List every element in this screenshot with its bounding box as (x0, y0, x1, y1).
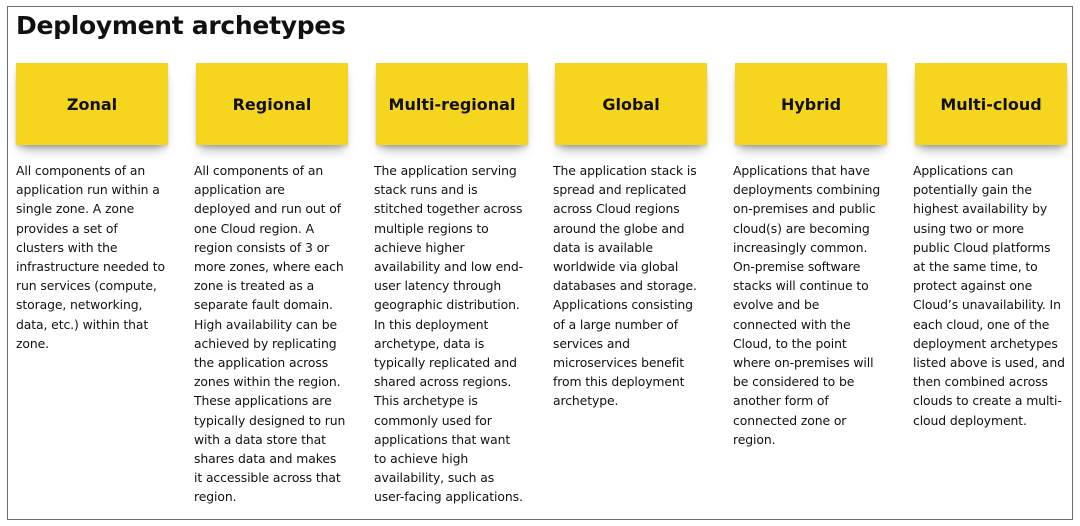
description-line: worldwide via global (553, 259, 679, 275)
description-line: application run within a (16, 182, 160, 198)
description-line: zones within the region. (194, 374, 341, 390)
description-line: storage, networking, (16, 297, 143, 313)
description-line: run services (compute, (16, 278, 157, 294)
description-line: multiple regions to (374, 220, 489, 236)
description-line: potentially gain the (913, 182, 1032, 198)
description-line: applications that want (374, 431, 511, 447)
description-line: at the same time, to (913, 259, 1038, 275)
description-line: provides a set of (16, 220, 118, 236)
description-line: from this deployment (553, 374, 685, 390)
archetype-name: Multi-cloud (940, 94, 1042, 114)
archetype-name: Regional (232, 94, 312, 114)
description-line: achieved by replicating (194, 335, 337, 351)
description-line: On-premise software (733, 259, 861, 275)
description-line: shared across regions. (374, 374, 512, 390)
archetype-description (553, 161, 713, 411)
sticky-note (196, 63, 348, 145)
description-line: be considered to be (733, 374, 855, 390)
archetype-description (913, 161, 1073, 430)
archetype-description (194, 161, 354, 507)
description-line: around the globe and (553, 220, 685, 236)
description-line: High availability can be (194, 316, 338, 332)
sticky-note (555, 63, 707, 145)
description-line: shares data and makes (194, 451, 337, 467)
description-line: where on-premises will (733, 355, 874, 371)
archetype-name: Hybrid (780, 94, 842, 114)
description-line: another form of (733, 393, 829, 409)
description-line: typically designed to run (194, 412, 346, 428)
description-line: cloud(s) are becoming (733, 220, 870, 236)
description-line: spread and replicated (553, 182, 687, 198)
description-line: These applications are (194, 393, 332, 409)
sticky-note (735, 63, 887, 145)
description-line: infrastructure needed to (16, 259, 165, 275)
description-line: All components of an (194, 163, 324, 178)
description-line: commonly used for (374, 412, 492, 428)
description-line: highest availability by (913, 201, 1048, 217)
description-line: cloud deployment. (913, 412, 1027, 428)
description-line: region consists of 3 or (194, 239, 330, 255)
description-line: connected zone or (733, 412, 847, 428)
description-line: stacks will continue to (733, 278, 869, 294)
description-line: The application stack is (553, 163, 697, 178)
description-line: it accessible across that (194, 470, 341, 486)
archetype-description (374, 161, 534, 507)
description-line: more zones, where each (194, 259, 344, 275)
description-line: The application serving (374, 163, 517, 178)
description-line: connected with the (733, 316, 851, 332)
description-line: data is available (553, 239, 653, 255)
description-line: each cloud, one of the (913, 316, 1050, 332)
description-line: user-facing applications. (374, 489, 523, 505)
description-line: increasingly common. (733, 239, 868, 255)
description-line: In this deployment (374, 316, 489, 332)
description-line: deployments combining (733, 182, 881, 198)
description-line: listed above is used, and (913, 355, 1065, 371)
description-line: databases and storage. (553, 278, 697, 294)
description-line: All components of an (16, 163, 146, 178)
description-line: availability, such as (374, 470, 495, 486)
description-line: typically replicated and (374, 355, 517, 371)
description-line: Applications can (913, 163, 1014, 178)
description-line: deployed and run out of (194, 201, 341, 217)
description-line: public Cloud platforms (913, 239, 1051, 255)
description-line: stack runs and is (374, 182, 478, 198)
description-line: clusters with the (16, 239, 118, 255)
archetype-name: Global (602, 94, 660, 114)
page-title: Deployment archetypes (16, 11, 346, 40)
sticky-note (376, 63, 528, 145)
description-line: one Cloud region. A (194, 220, 314, 236)
description-line: user latency through (374, 278, 502, 294)
description-line: This archetype is (374, 393, 478, 409)
archetype-description (733, 161, 893, 449)
description-line: on-premises and public (733, 201, 876, 217)
description-line: using two or more (913, 220, 1024, 236)
description-line: application are (194, 182, 285, 198)
description-line: Applications that have (733, 163, 870, 178)
description-line: across Cloud regions (553, 201, 680, 217)
description-line: region. (733, 431, 776, 447)
sticky-note (16, 63, 168, 145)
description-line: zone is treated as a (194, 278, 315, 294)
description-line: protect against one (913, 278, 1033, 294)
description-line: availability and low end- (374, 259, 523, 275)
sticky-note (915, 63, 1067, 145)
description-line: archetype, data is (374, 335, 485, 351)
description-line: clouds to create a multi- (913, 393, 1062, 409)
description-line: microservices benefit (553, 355, 685, 371)
description-line: separate fault domain. (194, 297, 333, 313)
description-line: Cloud’s unavailability. In (913, 297, 1061, 313)
description-line: region. (194, 489, 237, 505)
description-line: deployment archetypes (913, 335, 1058, 351)
description-line: of a large number of (553, 316, 678, 332)
description-line: zone. (16, 335, 49, 351)
archetype-name: Multi-regional (388, 94, 516, 114)
description-line: stitched together across (374, 201, 523, 217)
description-line: services and (553, 335, 630, 351)
archetype-name: Zonal (66, 94, 118, 114)
description-line: Applications consisting (553, 297, 693, 313)
description-line: achieve higher (374, 239, 465, 255)
archetype-description (16, 161, 176, 353)
description-line: then combined across (913, 374, 1048, 390)
description-line: evolve and be (733, 297, 820, 313)
description-line: Cloud, to the point (733, 335, 847, 351)
description-line: the application across (194, 355, 329, 371)
description-line: data, etc.) within that (16, 316, 149, 332)
description-line: single zone. A zone (16, 201, 135, 217)
description-line: with a data store that (194, 431, 326, 447)
description-line: geographic distribution. (374, 297, 520, 313)
description-line: to achieve high (374, 451, 469, 467)
description-line: archetype. (553, 393, 619, 409)
